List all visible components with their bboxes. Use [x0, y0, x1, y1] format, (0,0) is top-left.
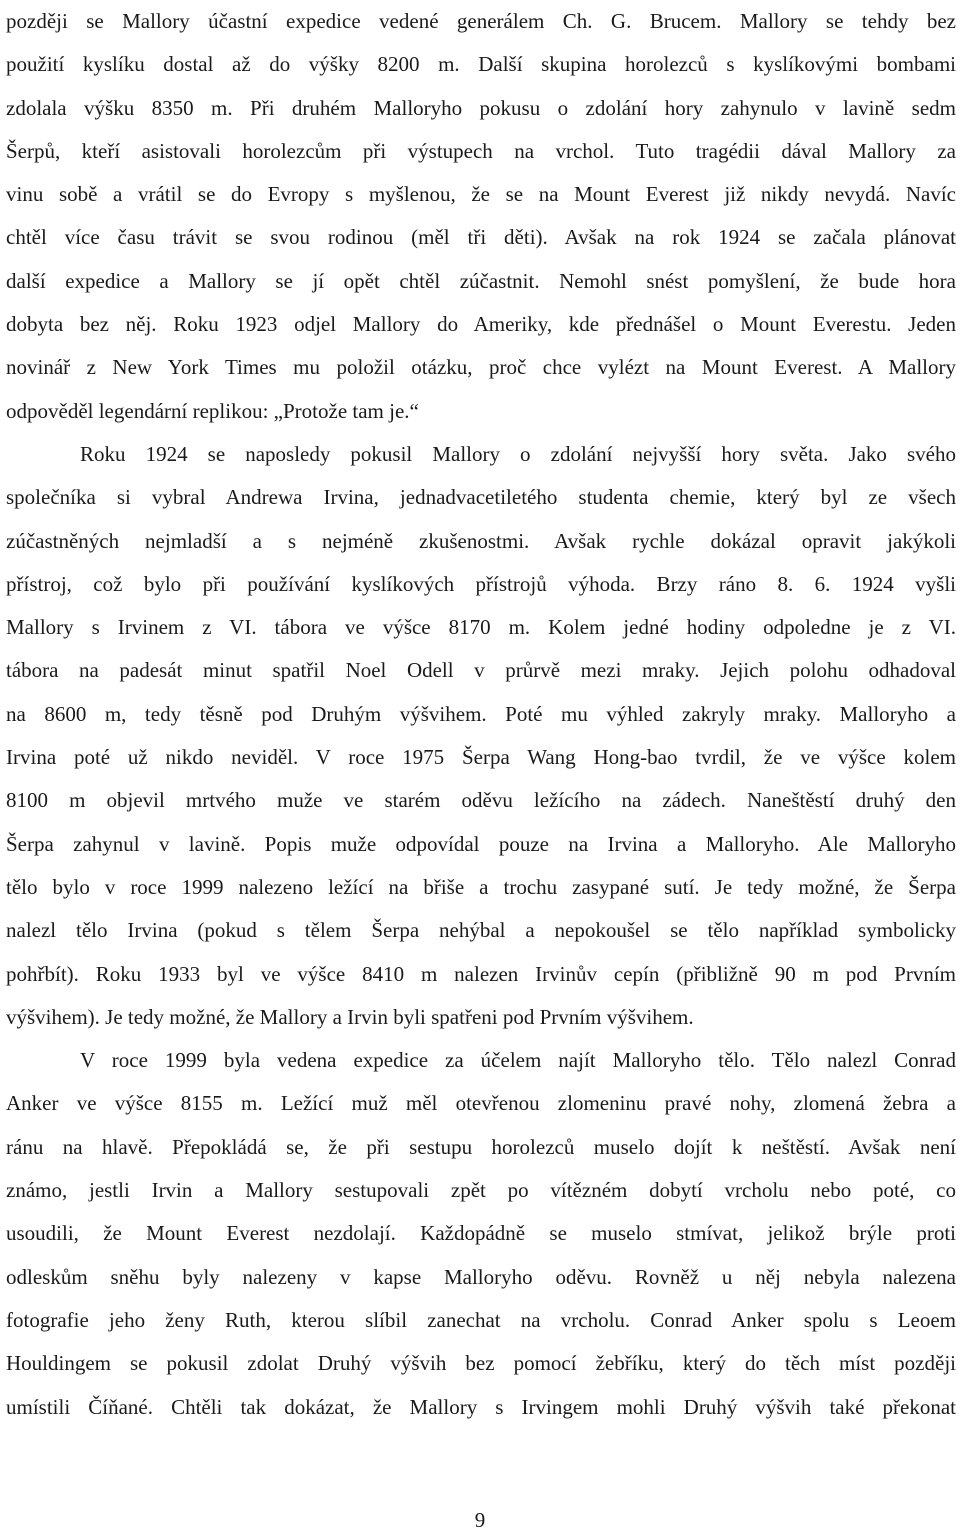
- text-line: chtěl více času trávit se svou rodinou (měl tři děti). Avšak na rok 1924 se začala plánovat: [6, 225, 956, 250]
- text-line: Šerpů, kteří asistovali horolezcům při výstupech na vrchol. Tuto tragédii dával Mallory za: [6, 138, 956, 163]
- text-line: 8100 m objevil mrtvého muže ve starém oděvu ležícího na zádech. Naneštěstí druhý den: [6, 788, 956, 813]
- text-line: V roce 1999 byla vedena expedice za účelem najít Malloryho tělo. Tělo nalezl Conrad: [80, 1048, 956, 1073]
- text-line: ránu na hlavě. Přepokládá se, že při sestupu horolezců muselo dojít k neštěstí. Avšak není: [6, 1134, 956, 1159]
- text-line: tábora na padesát minut spatřil Noel Odell v průrvě mezi mraky. Jejich polohu odhadoval: [6, 658, 956, 683]
- text-line: přístroj, což bylo při používání kyslíkových přístrojů výhoda. Brzy ráno 8. 6. 1924 vyšli: [6, 571, 956, 596]
- text-line: použití kyslíku dostal až do výšky 8200 m. Další skupina horolezců s kyslíkovými bombami: [6, 52, 956, 77]
- text-line: Roku 1924 se naposledy pokusil Mallory o zdolání nejvyšší hory světa. Jako svého: [80, 441, 956, 466]
- text-line: nalezl tělo Irvina (pokud s tělem Šerpa nehýbal a nepokoušel se tělo například symbolicky: [6, 918, 956, 943]
- text-line: Šerpa zahynul v lavině. Popis muže odpovídal pouze na Irvina a Malloryho. Ale Malloryho: [6, 831, 956, 856]
- text-line: pohřbít). Roku 1933 byl ve výšce 8410 m nalezen Irvinův cepín (přibližně 90 m pod Prvním: [6, 961, 956, 986]
- text-line: zúčastněných nejmladší a s nejméně zkušenostmi. Avšak rychle dokázal opravit jakýkoli: [6, 528, 956, 553]
- text-line: fotografie jeho ženy Ruth, kterou slíbil zanechat na vrcholu. Conrad Anker spolu s Leoem: [6, 1307, 956, 1332]
- page-number: 9: [474, 1508, 486, 1532]
- text-line: později se Mallory účastní expedice vedené generálem Ch. G. Brucem. Mallory se tehdy bez: [6, 9, 956, 33]
- text-line: vinu sobě a vrátil se do Evropy s myšlenou, že se na Mount Everest již nikdy nevydá. Navíc: [6, 182, 956, 207]
- text-line: Irvina poté už nikdo neviděl. V roce 1975 Šerpa Wang Hong-bao tvrdil, že ve výšce kolem: [6, 745, 956, 770]
- text-line: odleskům sněhu byly nalezeny v kapse Malloryho oděvu. Rovněž u něj nebyla nalezena: [6, 1264, 956, 1289]
- text-line: Mallory s Irvinem z VI. tábora ve výšce 8170 m. Kolem jedné hodiny odpoledne je z VI.: [6, 615, 956, 640]
- body-text: [6, 0, 956, 1429]
- text-line: zdolala výšku 8350 m. Při druhém Malloryho pokusu o zdolání hory zahynulo v lavině sedm: [6, 95, 956, 120]
- text-line: odpověděl legendární replikou: „Protože tam je.“: [6, 398, 419, 423]
- text-line: známo, jestli Irvin a Mallory sestupovali zpět po vítězném dobytí vrcholu nebo poté, co: [6, 1178, 956, 1203]
- text-line: Anker ve výšce 8155 m. Ležící muž měl otevřenou zlomeninu pravé nohy, zlomená žebra a: [6, 1091, 956, 1116]
- text-line: další expedice a Mallory se jí opět chtěl zúčastnit. Nemohl snést pomyšlení, že bude hora: [6, 268, 956, 293]
- text-line: Houldingem se pokusil zdolat Druhý výšvih bez pomocí žebříku, který do těch míst později: [6, 1351, 956, 1376]
- text-line: usoudili, že Mount Everest nezdolají. Každopádně se muselo stmívat, jelikož brýle proti: [6, 1221, 956, 1246]
- text-line: společníka si vybral Andrewa Irvina, jednadvacetiletého studenta chemie, který byl ze všech: [6, 485, 956, 510]
- text-line: novinář z New York Times mu položil otázku, proč chce vylézt na Mount Everest. A Mallory: [6, 355, 956, 380]
- text-line: umístili Číňané. Chtěli tak dokázat, že Mallory s Irvingem mohli Druhý výšvih také překonat: [6, 1394, 956, 1419]
- text-line: tělo bylo v roce 1999 nalezeno ležící na břiše a trochu zasypané sutí. Je tedy možné, že Šerpa: [6, 874, 956, 899]
- text-line: výšvihem). Je tedy možné, že Mallory a Irvin byli spatřeni pod Prvním výšvihem.: [6, 1004, 694, 1029]
- text-line: dobyta bez něj. Roku 1923 odjel Mallory do Ameriky, kde přednášel o Mount Everestu. Jeden: [6, 312, 956, 337]
- text-line: na 8600 m, tedy těsně pod Druhým výšvihem. Poté mu výhled zakryly mraky. Malloryho a: [6, 701, 956, 726]
